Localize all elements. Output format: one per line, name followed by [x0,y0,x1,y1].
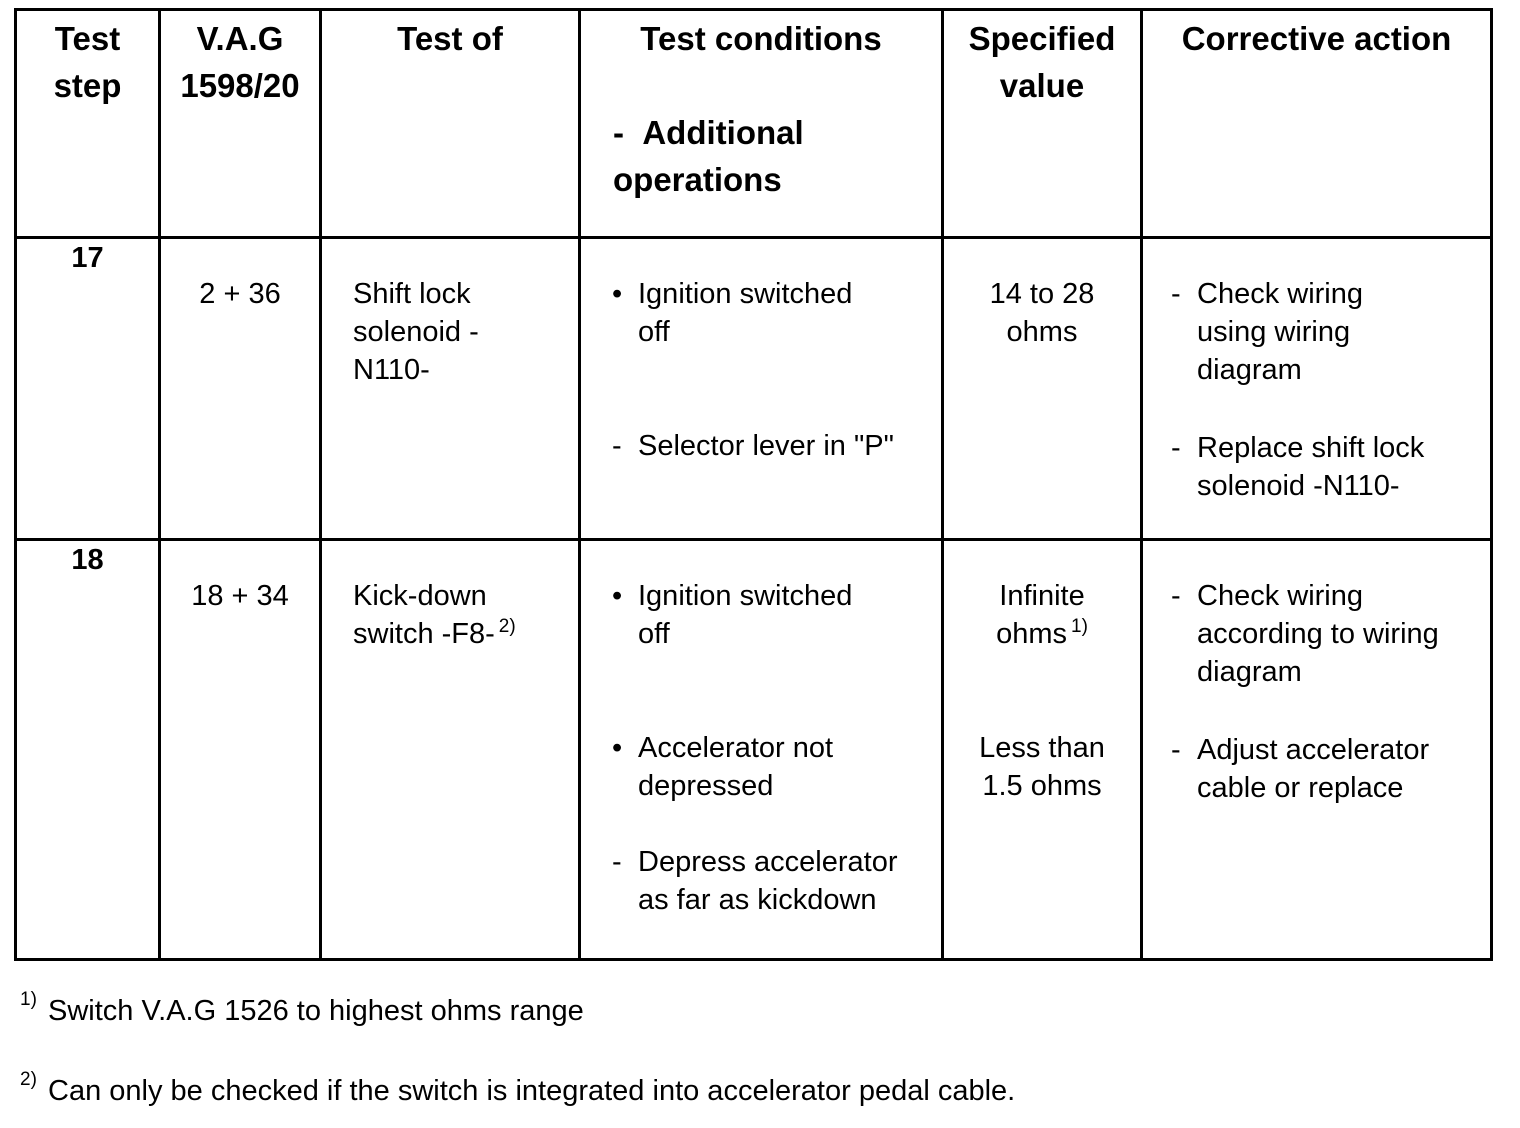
footnotes [20,989,1016,1110]
action-text: Replace shift lock solenoid -N110- [1197,432,1425,502]
header-dash: - [613,114,624,151]
condition-item [612,577,941,653]
test-of-cell [321,238,580,540]
header-vag: V.A.G 1598/20 [160,10,321,238]
test-table [14,8,1493,961]
header-test-of: Test of [321,10,580,238]
table-row [16,238,1492,540]
action-text: Check wiring according to wiring diagram [1197,580,1439,688]
header-test-step: Test step [16,10,160,238]
footnote-ref: 1) [1071,616,1088,638]
footnote-text: Can only be checked if the switch is integrated into accelerator pedal cable. [48,1075,1016,1107]
test-step-cell: 17 [16,238,160,540]
test-conditions-cell [580,540,943,960]
dash-mark: - [612,846,622,878]
test-of-label: Kick-down switch -F8- [353,580,495,650]
action-item [1171,731,1490,807]
dash-mark: - [612,430,622,462]
header-row [16,10,1492,238]
specified-value-cell [943,238,1142,540]
dash-mark: - [1171,432,1181,464]
action-item [1171,275,1490,389]
table-row [16,540,1492,960]
vag-cell: 18 + 34 [160,540,321,960]
test-step-cell: 18 [16,540,160,960]
specified-value-label: Infinite ohms [996,580,1085,650]
action-item [1171,429,1490,505]
condition-item [612,843,941,919]
specified-value-text [987,577,1097,653]
header-additional-operations [613,109,941,203]
header-additional-operations-label: Additional operations [613,114,804,198]
header-test-conditions [580,10,943,238]
bullet-mark: • [612,732,623,764]
header-specified-value: Specified value [943,10,1142,238]
corrective-action-cell [1142,238,1492,540]
condition-text: Accelerator not depressed [638,732,834,802]
specified-value-cell [943,540,1142,960]
specified-value-text: 14 to 28 ohms [989,278,1095,348]
action-text: Adjust accelerator cable or replace [1197,734,1430,804]
footnote-text: Switch V.A.G 1526 to highest ohms range [48,995,584,1027]
test-table-container [14,8,1490,961]
bullet-mark: • [612,580,623,612]
dash-mark: - [1171,278,1181,310]
footnote-2: $^{2)}$ Can only be checked if the switch is integrated into accelerator pedal cable. [20,1072,1015,1110]
dash-mark: - [1171,734,1181,766]
vag-cell: 2 + 36 [160,238,321,540]
test-of-text [353,577,553,653]
bullet-mark: • [612,278,623,310]
header-test-conditions-title: Test conditions [640,20,882,57]
test-conditions-cell [580,238,943,540]
condition-text: Depress accelerator as far as kickdown [638,846,898,916]
header-corrective-action: Corrective action [1142,10,1492,238]
action-text: Check wiring using wiring diagram [1197,278,1363,386]
condition-text: Selector lever in "P" [638,430,894,462]
dash-mark: - [1171,580,1181,612]
test-of-text: Shift lock solenoid -N110- [353,278,479,386]
footnote-ref: 2) [498,616,516,638]
condition-text: Ignition switched off [638,278,853,348]
footnote-1: $^{1)}$ Switch V.A.G 1526 to highest ohms range [20,992,1015,1030]
condition-item [612,275,941,351]
specified-value-text: Less than 1.5 ohms [979,732,1105,802]
test-of-cell [321,540,580,960]
header-gap [613,62,941,109]
action-item [1171,577,1490,691]
condition-item [612,729,941,805]
corrective-action-cell [1142,540,1492,960]
condition-item [612,427,941,465]
condition-text: Ignition switched off [638,580,853,650]
